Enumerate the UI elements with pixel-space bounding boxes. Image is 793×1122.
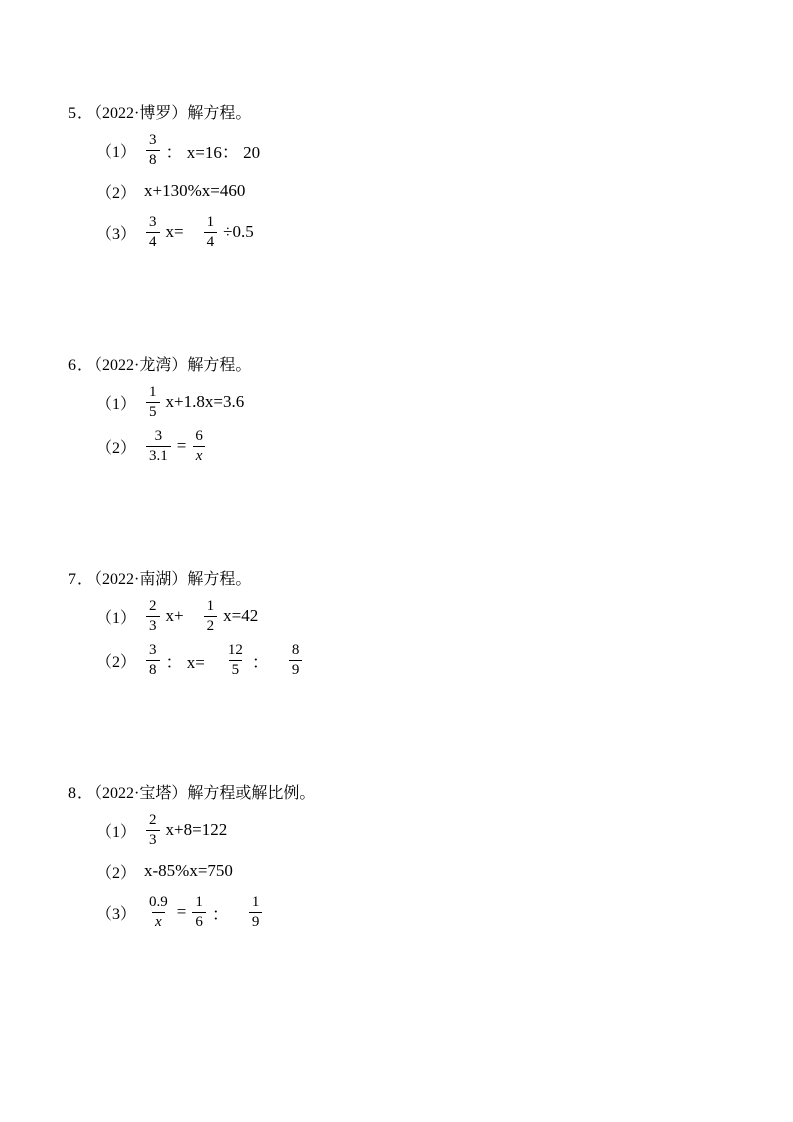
problem xyxy=(68,784,753,930)
fraction-numerator: 1 xyxy=(206,214,215,230)
equation-text: x+8=122 xyxy=(165,820,228,839)
fraction xyxy=(146,642,160,678)
fraction-denominator: 5 xyxy=(229,660,243,679)
item-label: （2） xyxy=(96,864,137,882)
problem-number: 6． xyxy=(68,357,95,374)
equation-text: ÷0.5 xyxy=(223,222,254,241)
fraction-denominator: x xyxy=(193,446,206,465)
fraction xyxy=(192,894,206,930)
fraction-numerator: 1 xyxy=(195,894,203,910)
problem-source: （2022·龙湾） xyxy=(94,357,188,374)
item-label: （1） xyxy=(96,395,137,413)
equation-text: x+ xyxy=(165,606,184,625)
fraction xyxy=(204,598,218,634)
fraction-numerator: 3 xyxy=(149,132,157,148)
fraction-denominator: 3.1 xyxy=(146,446,171,465)
equation-item xyxy=(96,894,753,930)
fraction-numerator: 3 xyxy=(149,214,157,230)
equation-text: ： xyxy=(251,652,269,672)
equation-item xyxy=(96,856,753,886)
problem-source: （2022·博罗） xyxy=(94,105,188,122)
equation-item xyxy=(96,132,753,168)
equation-text: ： x=16： 20 xyxy=(165,142,261,162)
fraction-numerator: 2 xyxy=(149,812,157,828)
fraction-numerator: 6 xyxy=(195,428,203,444)
fraction-denominator: x xyxy=(152,912,165,931)
problem-header xyxy=(68,784,753,804)
problem xyxy=(68,104,753,250)
fraction-numerator: 1 xyxy=(149,384,157,400)
equation-text: x+1.8x=3.6 xyxy=(165,392,245,411)
equation-item xyxy=(96,176,753,206)
equation-text: ： x= xyxy=(165,652,205,672)
problem-number: 7． xyxy=(68,571,95,588)
item-label: （1） xyxy=(96,143,137,161)
problem-header xyxy=(68,570,753,590)
problem-header xyxy=(68,356,753,376)
fraction xyxy=(249,894,263,930)
fraction-denominator: 9 xyxy=(249,912,263,931)
item-label: （3） xyxy=(96,905,137,923)
item-label: （2） xyxy=(96,439,137,457)
equation-text: x= xyxy=(165,222,184,241)
fraction-numerator: 1 xyxy=(206,598,215,614)
equation-item xyxy=(96,384,753,420)
fraction-numerator: 8 xyxy=(291,642,300,658)
fraction xyxy=(146,132,160,168)
equation-item xyxy=(96,214,753,250)
fraction-denominator: 2 xyxy=(204,616,218,635)
fraction xyxy=(146,214,160,250)
problem-source: （2022·南湖） xyxy=(94,571,188,588)
item-label: （1） xyxy=(96,823,137,841)
equation-text: x=42 xyxy=(223,606,259,625)
fraction-numerator: 0.9 xyxy=(149,894,168,910)
fraction xyxy=(192,428,206,464)
problem-number: 5． xyxy=(68,105,95,122)
fraction-numerator: 3 xyxy=(149,642,157,658)
fraction-denominator: 4 xyxy=(146,232,160,251)
fraction xyxy=(225,642,246,678)
item-label: （2） xyxy=(96,653,137,671)
fraction xyxy=(204,214,218,250)
problem-instruction: 解方程或解比例。 xyxy=(187,785,316,802)
problem-instruction: 解方程。 xyxy=(187,357,252,374)
problem-number: 8． xyxy=(68,785,95,802)
equation-text: ： xyxy=(211,904,229,924)
problem-header xyxy=(68,104,753,124)
equation-text: x+130%x=460 xyxy=(144,181,246,200)
fraction xyxy=(289,642,303,678)
item-label: （2） xyxy=(96,184,137,202)
problem xyxy=(68,356,753,464)
fraction xyxy=(146,812,160,848)
fraction-numerator: 1 xyxy=(251,894,260,910)
fraction-numerator: 2 xyxy=(149,598,157,614)
equation-text: = xyxy=(176,902,187,921)
equation-text: = xyxy=(176,436,187,455)
fraction-denominator: 3 xyxy=(146,830,160,849)
fraction-denominator: 8 xyxy=(146,150,160,169)
equation-item xyxy=(96,642,753,678)
fraction xyxy=(146,598,160,634)
item-label: （1） xyxy=(96,609,137,627)
fraction-denominator: 8 xyxy=(146,660,160,679)
fraction xyxy=(146,894,171,930)
fraction-numerator: 3 xyxy=(154,428,163,444)
fraction-denominator: 3 xyxy=(146,616,160,635)
fraction xyxy=(146,428,171,464)
problem xyxy=(68,570,753,678)
equation-item xyxy=(96,812,753,848)
equation-item xyxy=(96,598,753,634)
equation-text: x-85%x=750 xyxy=(144,861,233,880)
equation-item xyxy=(96,428,753,464)
fraction-denominator: 5 xyxy=(146,402,160,421)
fraction xyxy=(146,384,160,420)
item-label: （3） xyxy=(96,225,137,243)
problem-instruction: 解方程。 xyxy=(187,105,252,122)
problem-instruction: 解方程。 xyxy=(187,571,252,588)
fraction-numerator: 12 xyxy=(227,642,243,658)
fraction-denominator: 4 xyxy=(204,232,218,251)
fraction-denominator: 6 xyxy=(192,912,206,931)
problem-source: （2022·宝塔） xyxy=(94,785,188,802)
fraction-denominator: 9 xyxy=(289,660,303,679)
